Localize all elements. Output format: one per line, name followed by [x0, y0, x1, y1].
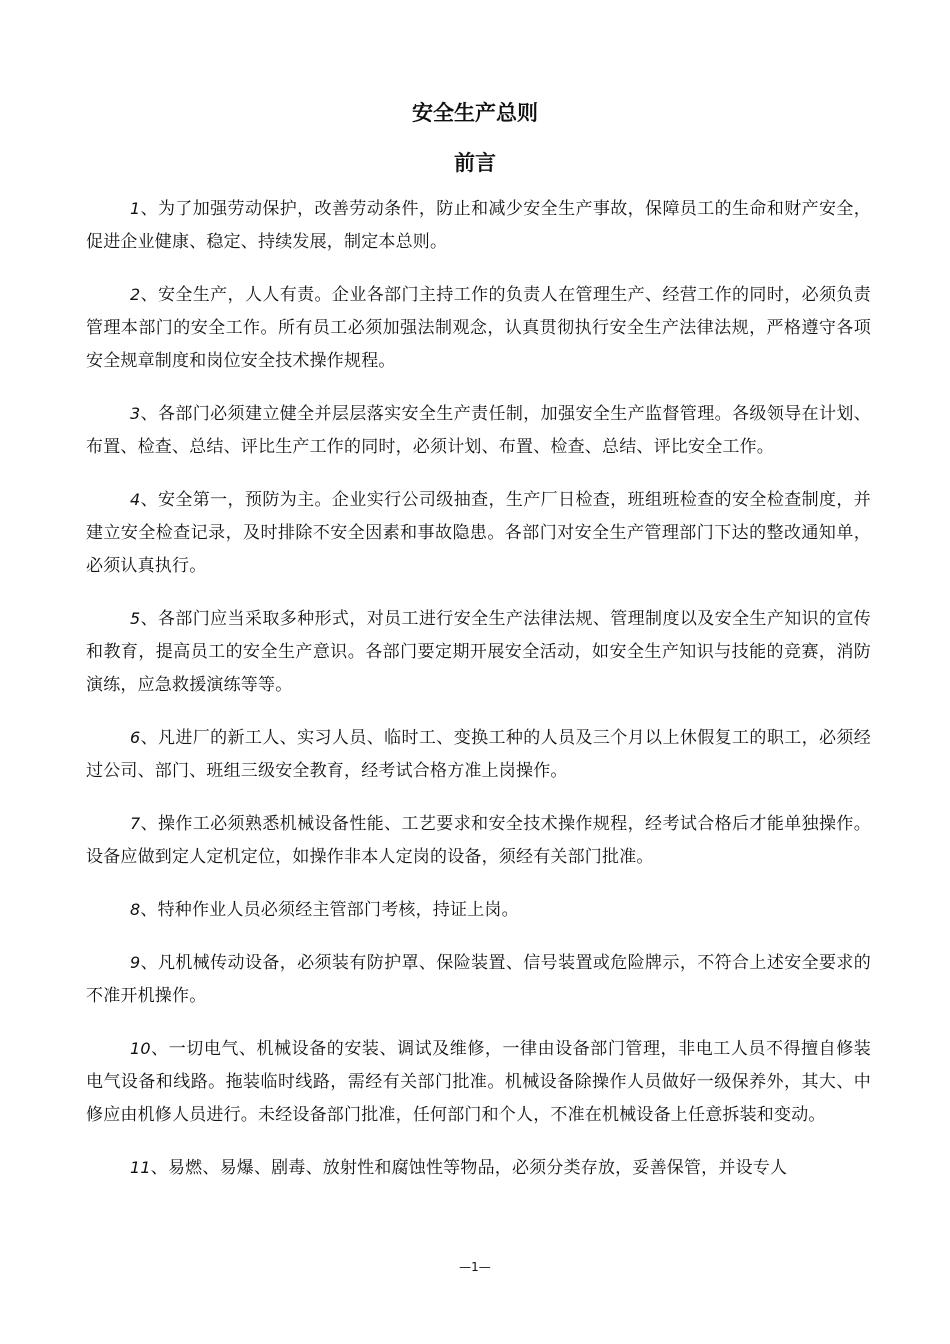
- paragraph-number: 6: [130, 728, 141, 747]
- document-title: 安全生产总则: [412, 101, 538, 125]
- paragraph-8: [86, 893, 871, 927]
- paragraph-3: [86, 397, 871, 464]
- paragraph-number: 4: [130, 490, 141, 509]
- paragraph-number: 8: [130, 900, 141, 919]
- paragraph-text: 、凡机械传动设备，必须装有防护罩、保险装置、信号装置或危险牌示，不符合上述安全要求的不准开机操作。: [86, 953, 871, 1006]
- paragraph-text: 、安全第一，预防为主。企业实行公司级抽查，生产厂日检查，班组班检查的安全检查制度，并建立安全检查记录，及时排除不安全因素和事故隐患。各部门对安全生产管理部门下达的整改通知单，必须认真执行。: [86, 490, 871, 576]
- paragraph-9: [86, 946, 871, 1013]
- paragraph-text: 、各部门应当采取多种形式，对员工进行安全生产法律法规、管理制度以及安全生产知识的宣传和教育，提高员工的安全生产意识。各部门要定期开展安全活动，如安全生产知识与技能的竞赛，消防演练，应急救援演练等等。: [86, 609, 871, 695]
- paragraph-number: 3: [130, 404, 141, 423]
- paragraph-7: [86, 807, 871, 874]
- paragraph-text: 、易燃、易爆、剧毒、放射性和腐蚀性等物品，必须分类存放，妥善保管，并设专人: [150, 1158, 788, 1178]
- paragraph-text: 、凡进厂的新工人、实习人员、临时工、变换工种的人员及三个月以上休假复工的职工，必须经过公司、部门、班组三级安全教育，经考试合格方准上岗操作。: [86, 728, 871, 781]
- paragraph-text: 、为了加强劳动保护，改善劳动条件，防止和减少安全生产事故，保障员工的生命和财产安全，促进企业健康、稳定、持续发展，制定本总则。: [86, 199, 871, 252]
- paragraph-10: [86, 1032, 871, 1132]
- paragraph-6: [86, 721, 871, 788]
- paragraph-1: [86, 192, 871, 259]
- paragraph-text: 、安全生产，人人有责。企业各部门主持工作的负责人在管理生产、经营工作的同时，必须负责管理本部门的安全工作。所有员工必须加强法制观念，认真贯彻执行安全生产法律法规，严格遵守各项安全规章制度和岗位安全技术操作规程。: [86, 285, 871, 371]
- paragraph-text: 、一切电气、机械设备的安装、调试及维修，一律由设备部门管理，非电工人员不得擅自修装电气设备和线路。拖装临时线路，需经有关部门批准。机械设备除操作人员做好一级保养外，其大、中修应由机修人员进行。未经设备部门批准，任何部门和个人，不准在机械设备上任意拆装和变动。: [86, 1039, 871, 1125]
- paragraph-number: 11: [130, 1158, 151, 1177]
- paragraph-text: 、操作工必须熟悉机械设备性能、工艺要求和安全技术操作规程，经考试合格后才能单独操作。设备应做到定人定机定位，如操作非本人定岗的设备，须经有关部门批准。: [86, 814, 871, 867]
- document-subtitle: 前言: [454, 151, 496, 175]
- paragraph-11: [86, 1151, 871, 1185]
- page-number: —1—: [459, 1260, 491, 1274]
- paragraph-number: 7: [130, 814, 141, 833]
- paragraph-number: 9: [130, 953, 141, 972]
- paragraph-number: 5: [130, 609, 141, 628]
- paragraph-4: [86, 483, 871, 583]
- paragraph-5: [86, 602, 871, 702]
- paragraph-text: 、各部门必须建立健全并层层落实安全生产责任制，加强安全生产监督管理。各级领导在计划、布置、检查、总结、评比生产工作的同时，必须计划、布置、检查、总结、评比安全工作。: [86, 404, 871, 457]
- paragraph-number: 10: [130, 1039, 151, 1058]
- paragraph-2: [86, 278, 871, 378]
- paragraph-number: 2: [130, 285, 141, 304]
- paragraph-text: 、特种作业人员必须经主管部门考核，持证上岗。: [140, 900, 519, 920]
- document-body: [86, 192, 871, 1204]
- paragraph-number: 1: [130, 199, 141, 218]
